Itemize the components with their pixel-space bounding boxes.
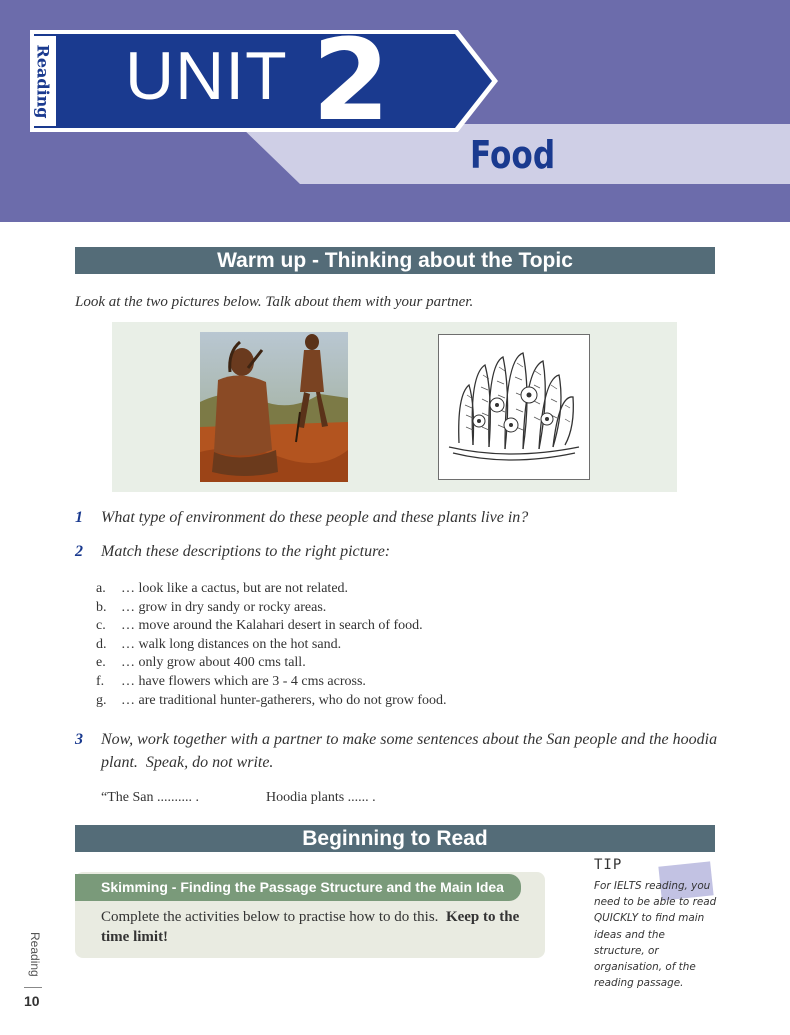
- warmup-instruction: Look at the two pictures below. Talk about them with your partner.: [75, 294, 474, 310]
- side-section-label: [28, 932, 42, 982]
- fill-in-san: “The San .......... .: [101, 790, 199, 805]
- tip-title: TIP: [594, 857, 623, 873]
- list-letter: d.: [96, 636, 107, 652]
- pictures-box: [112, 322, 677, 492]
- hoodia-plant-drawing: [438, 334, 590, 480]
- unit-number: 2: [312, 16, 390, 146]
- list-text: … grow in dry sandy or rocky areas.: [121, 599, 327, 615]
- question-text: Match these descriptions to the right picture:: [101, 543, 391, 560]
- question-text: Now, work together with a partner to make some sentences about the San people and the hoodia: [101, 731, 718, 748]
- reading-section-bar: Beginning to Read: [75, 825, 715, 852]
- page-number: 10: [24, 993, 40, 1009]
- section-label: Reading: [33, 44, 53, 118]
- skim-time-limit: Keep to the time limit!: [101, 909, 520, 945]
- list-text: … look like a cactus, but are not related.: [121, 581, 349, 596]
- skim-instruction: [101, 907, 531, 947]
- question-instruction: Speak, do not write.: [145, 754, 274, 771]
- page-rule: [24, 987, 42, 988]
- question-text: What type of environment do these people and these plants live in?: [101, 509, 529, 526]
- skim-text: Complete the activities below to practise how to do this.: [101, 909, 439, 925]
- fill-in-hoodia: Hoodia plants ...... .: [266, 790, 376, 805]
- warmup-section-bar: Warm up - Thinking about the Topic: [75, 247, 715, 274]
- question-number: 3: [75, 731, 83, 748]
- list-text: … move around the Kalahari desert in search of food.: [121, 618, 423, 634]
- list-letter: g.: [96, 692, 107, 708]
- san-people-photo: [200, 332, 348, 482]
- question-3-line-2: [101, 754, 273, 772]
- unit-title: Food: [470, 133, 556, 177]
- question-number: 1: [75, 509, 83, 526]
- unit-word: UNIT: [125, 38, 288, 114]
- list-text: … walk long distances on the hot sand.: [121, 636, 342, 652]
- list-letter: f.: [96, 673, 105, 689]
- question-number: 2: [75, 543, 83, 560]
- list-text: … are traditional hunter-gatherers, who do not grow food.: [121, 692, 447, 708]
- section-label-vertical: [30, 36, 56, 126]
- list-letter: c.: [96, 618, 106, 634]
- list-text: … have flowers which are 3 - 4 cms across.: [121, 673, 366, 689]
- skim-title: Skimming - Finding the Passage Structure and the Main Idea: [75, 874, 521, 901]
- side-label-text: Reading: [28, 932, 42, 977]
- tip-text: For IELTS reading, you need to be able to read QUICKLY to find main ideas and the structure, or organisation, of the reading passage.: [594, 880, 717, 990]
- question-text-continued: plant.: [101, 754, 138, 771]
- list-letter: e.: [96, 655, 106, 671]
- list-text: … only grow about 400 cms tall.: [121, 655, 306, 671]
- list-letter: b.: [96, 599, 107, 615]
- list-letter: a.: [96, 581, 106, 596]
